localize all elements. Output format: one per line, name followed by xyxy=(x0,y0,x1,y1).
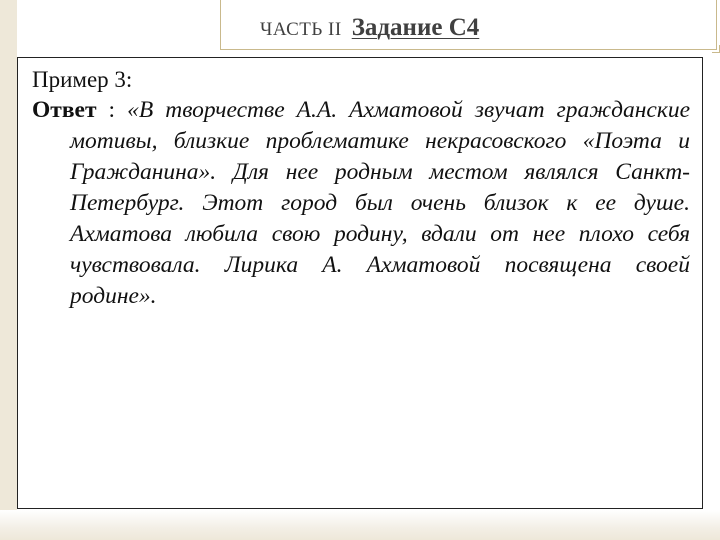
example-title: Пример 3: xyxy=(32,67,133,92)
answer-paragraph xyxy=(32,95,690,312)
answer-separator: : xyxy=(96,97,128,123)
task-title: Задание С4 xyxy=(351,14,480,41)
content-box xyxy=(17,57,703,509)
answer-label: Ответ xyxy=(32,97,97,123)
part-label: ЧАСТЬ II xyxy=(260,19,342,40)
answer-text: «В творчестве А.А. Ахматовой звучат гражданские мотивы, близкие проблематике некрасовского «Поэта и Гражданина». Для нее родным местом являлся Санкт-Петербург. Этот город был очень близок к ее душе. Ахматова любила свою родину, вдали от нее плохо себя чувствовала. Лирика А. Ахматовой посвящена своей родине». xyxy=(70,97,690,309)
left-decor-bar xyxy=(0,0,17,540)
slide-header xyxy=(260,14,479,42)
bottom-decor-shadow xyxy=(0,510,720,540)
